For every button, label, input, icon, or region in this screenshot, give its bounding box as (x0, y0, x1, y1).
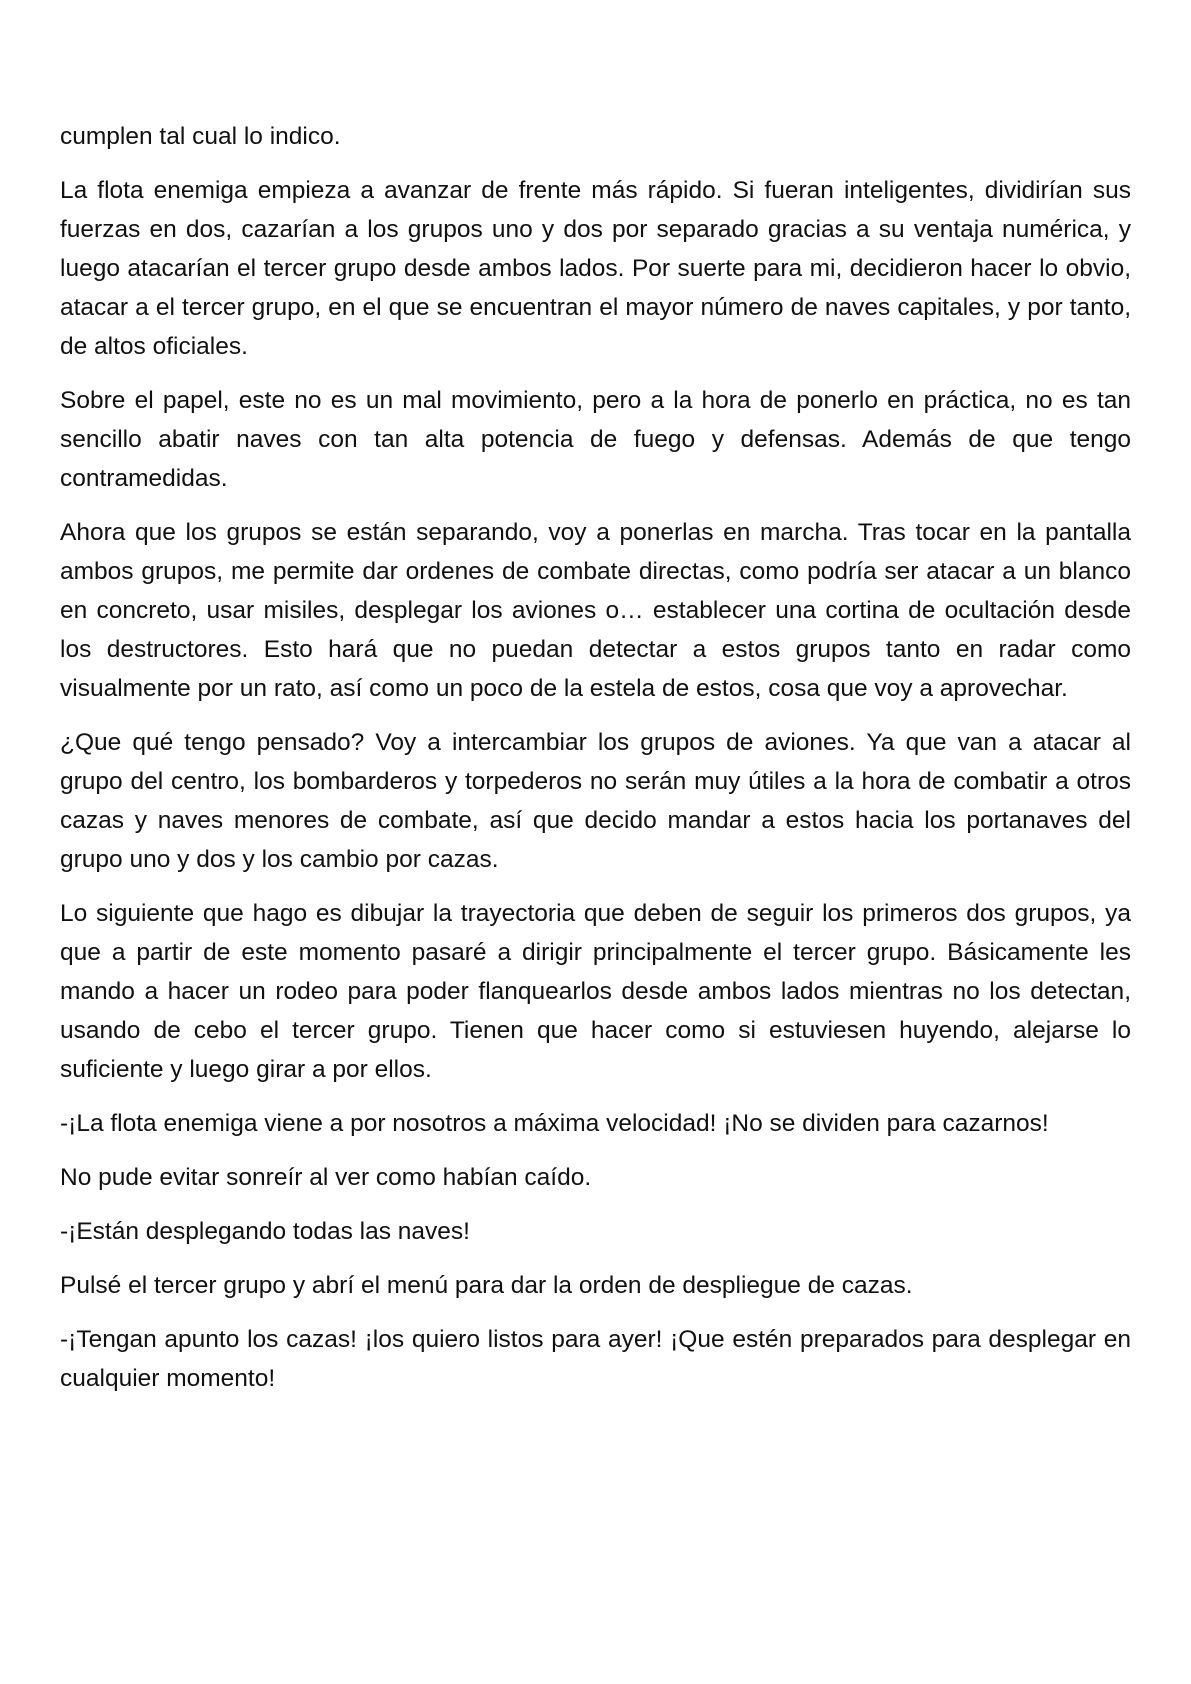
paragraph-3: Sobre el papel, este no es un mal movimiento, pero a la hora de ponerlo en práctica, no es tan sencillo abatir naves con tan alta potencia de fuego y defensas. Además de que tengo contramedidas. (60, 387, 1131, 492)
paragraph-6: Lo siguiente que hago es dibujar la trayectoria que deben de seguir los primeros dos grupos, ya que a partir de este momento pasaré a dirigir principalmente el tercer grupo. Básicamente les mando a hacer un rodeo para poder flanquearlos desde ambos lados mientras no los detectan, usando de cebo el tercer grupo. Tienen que hacer como si estuviesen huyendo, alejarse lo suficiente y luego girar a por ellos. (60, 900, 1131, 1083)
paragraph-5: ¿Que qué tengo pensado? Voy a intercambiar los grupos de aviones. Ya que van a atacar al grupo del centro, los bombarderos y torpederos no serán muy útiles a la hora de combatir a otros cazas y naves menores de combate, así que decido mandar a estos hacia los portanaves del grupo uno y dos y los cambio por cazas. (60, 729, 1131, 873)
paragraph-1: cumplen tal cual lo indico. (60, 123, 341, 150)
body-text (60, 117, 1131, 1398)
paragraph-4: Ahora que los grupos se están separando, voy a ponerlas en marcha. Tras tocar en la pantalla ambos grupos, me permite dar ordenes de combate directas, como podría ser atacar a un blanco en concreto, usar misiles, desplegar los aviones o… establecer una cortina de ocultación desde los destructores. Esto hará que no puedan detectar a estos grupos tanto en radar como visualmente por un rato, así como un poco de la estela de estos, cosa que voy a aprovechar. (60, 519, 1131, 702)
paragraph-9: -¡Están desplegando todas las naves! (60, 1218, 470, 1245)
paragraph-7: -¡La flota enemiga viene a por nosotros a máxima velocidad! ¡No se dividen para cazarnos! (60, 1110, 1049, 1137)
paragraph-8: No pude evitar sonreír al ver como habían caído. (60, 1164, 592, 1191)
paragraph-2: La flota enemiga empieza a avanzar de frente más rápido. Si fueran inteligentes, dividirían sus fuerzas en dos, cazarían a los grupos uno y dos por separado gracias a su ventaja numérica, y luego atacarían el tercer grupo desde ambos lados. Por suerte para mi, decidieron hacer lo obvio, atacar a el tercer grupo, en el que se encuentran el mayor número de naves capitales, y por tanto, de altos oficiales. (60, 177, 1131, 360)
paragraph-10: Pulsé el tercer grupo y abrí el menú para dar la orden de despliegue de cazas. (60, 1272, 913, 1299)
paragraph-11: -¡Tengan apunto los cazas! ¡los quiero listos para ayer! ¡Que estén preparados para desplegar en cualquier momento! (60, 1326, 1131, 1392)
